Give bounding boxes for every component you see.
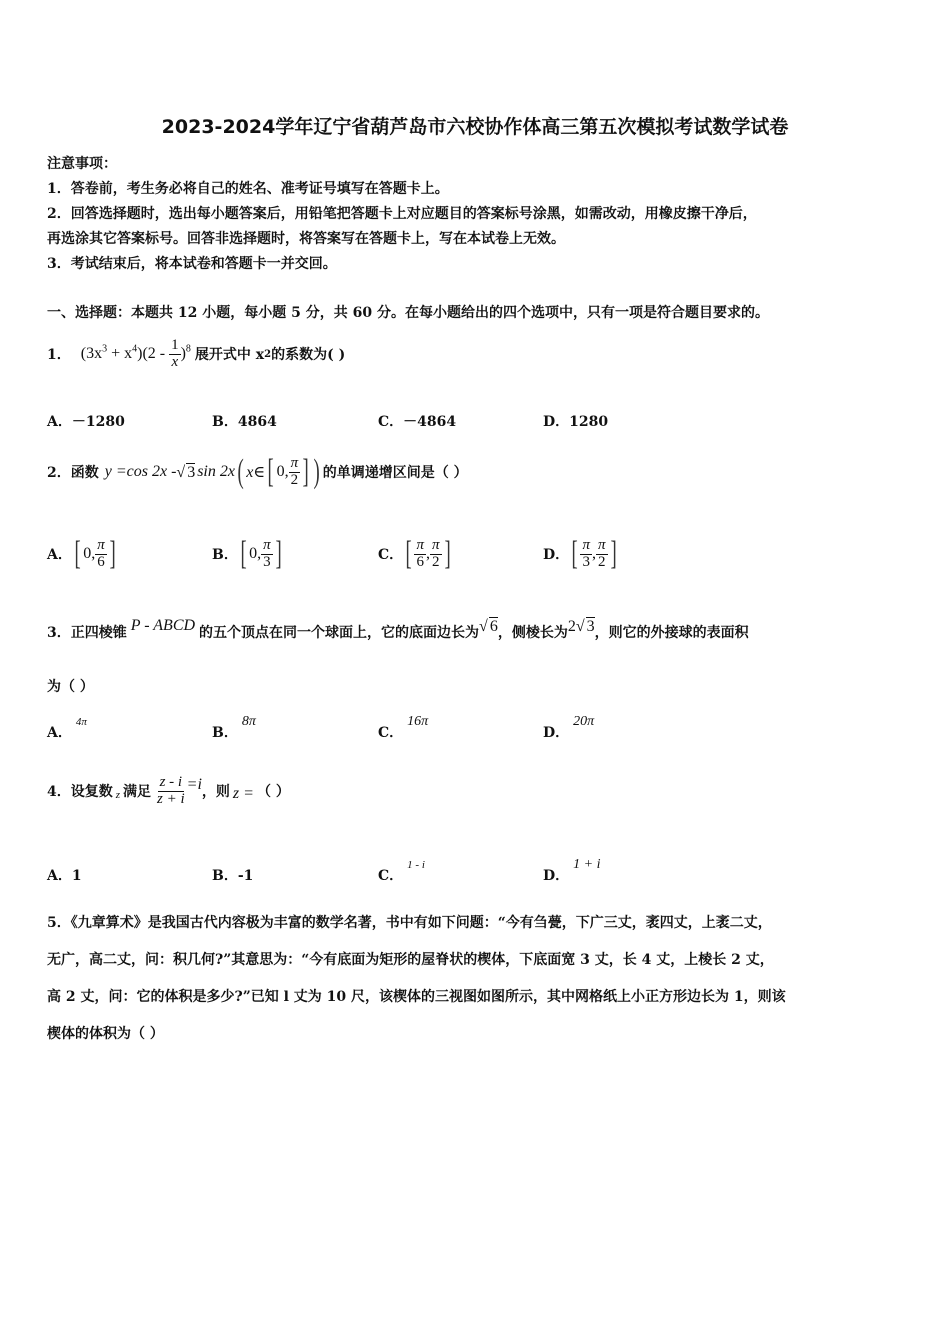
option-c[interactable]: C．－4864 [378,414,457,430]
option-a[interactable]: A． [ 0, $\frac{\pi}{6}$ ] [47,535,116,572]
section-heading: 一、选择题：本题共 12 小题，每小题 5 分，共 60 分。在每小题给出的四个选项中，只有一项是符合题目要求的。 [47,305,769,321]
option-d[interactable]: D．1280 [543,414,609,430]
notice-item: 2．回答选择题时，选出每小题答案后，用铅笔把答题卡上对应题目的答案标号涂黑，如需改动，用橡皮擦干净后， [47,206,757,222]
option-c[interactable]: C．16π [378,714,429,741]
question-1: 1． $(3x^3 + x^4)(2$ - $\frac{1}{x}$ )$^8$ 展开式中 x 2 的系数为( ) [47,336,346,370]
option-a[interactable]: A．1 [47,868,82,884]
notice-item: 3．考试结束后，将本试卷和答题卡一并交回。 [47,256,337,272]
domain-interval: ( x∈ [ 0, $\frac{\pi}{2}$ ] ) [237,453,321,490]
option-d[interactable]: D． [ $\frac{\pi}{3}$ , $\frac{\pi}{2}$ ] [543,535,617,572]
option-b[interactable]: B．-1 [212,868,254,884]
fraction: $\frac{1}{x}$ [171,336,179,370]
question-number: 4．设复数 [47,784,113,800]
question-5-line: 无广，高二丈，问：积几何?”其意思为：“今有底面为矩形的屋脊状的楔体，下底面宽 3 丈，长 4 丈，上棱长 2 丈， [47,952,774,968]
q1-expression: $(3x^3 + x^4)(2$ - $\frac{1}{x}$ )$^8$ [80,336,191,370]
notice-item: 1．答卷前，考生务必将自己的姓名、准考证号填写在答题卡上。 [47,181,449,197]
question-4: 4．设复数 z 满足 $\frac{z - i}{z + i}$ =i ，则 z = （ ） [47,773,290,807]
option-b[interactable]: B．4864 [212,414,277,430]
question-2: 2．函数 y =cos 2x - √ 3 sin 2x ( x∈ [ 0, $\frac{\pi}{2}$ ] ) 的单调递增区间是（ ） [47,453,468,490]
notice-item: 再选涂其它答案标号。回答非选择题时，将答案写在答题卡上，写在本试卷上无效。 [47,231,565,247]
question-5-line: 高 2 丈，问：它的体积是多少?”已知 l 丈为 10 尺，该楔体的三视图如图所示，其中网格纸上小正方形边长为 1，则该 [47,989,786,1005]
question-5-line: 楔体的体积为（ ） [47,1026,164,1042]
question-5-line: 5．《九章算术》是我国古代内容极为丰富的数学名著，书中有如下问题：“今有刍甍，下广三丈，袤四丈，上袤二丈， [47,915,772,931]
option-d[interactable]: D．20π [543,714,595,741]
page-title: 2023-2024学年辽宁省葫芦岛市六校协作体高三第五次模拟考试数学试卷 [161,116,789,138]
option-a[interactable]: A．－1280 [47,414,125,430]
option-b[interactable]: B． [ 0, $\frac{\pi}{3}$ ] [212,535,282,572]
option-b[interactable]: B．8π [212,714,256,741]
notice-heading: 注意事项： [47,156,117,172]
question-number: 3．正四棱锥 [47,625,127,641]
question-3: 3．正四棱锥 P - ABCD 的五个顶点在同一个球面上，它的底面边长为 √ 6 ，侧棱长为 2√ 3 ，则它的外接球的表面积 [47,617,749,641]
option-c[interactable]: C． [ $\frac{\pi}{6}$ , $\frac{\pi}{2}$ ] [378,535,451,572]
option-c[interactable]: C．$^{1 - i}$ [378,859,425,884]
question-number: 1． [47,347,71,363]
fraction: $\frac{z - i}{z + i}$ [157,773,185,807]
question-3-cont: 为（ ） [47,679,94,695]
option-a[interactable]: A．$^{4\pi}$ [47,716,87,741]
option-d[interactable]: D．1 + i [543,857,601,884]
question-number: 2．函数 [47,465,99,481]
